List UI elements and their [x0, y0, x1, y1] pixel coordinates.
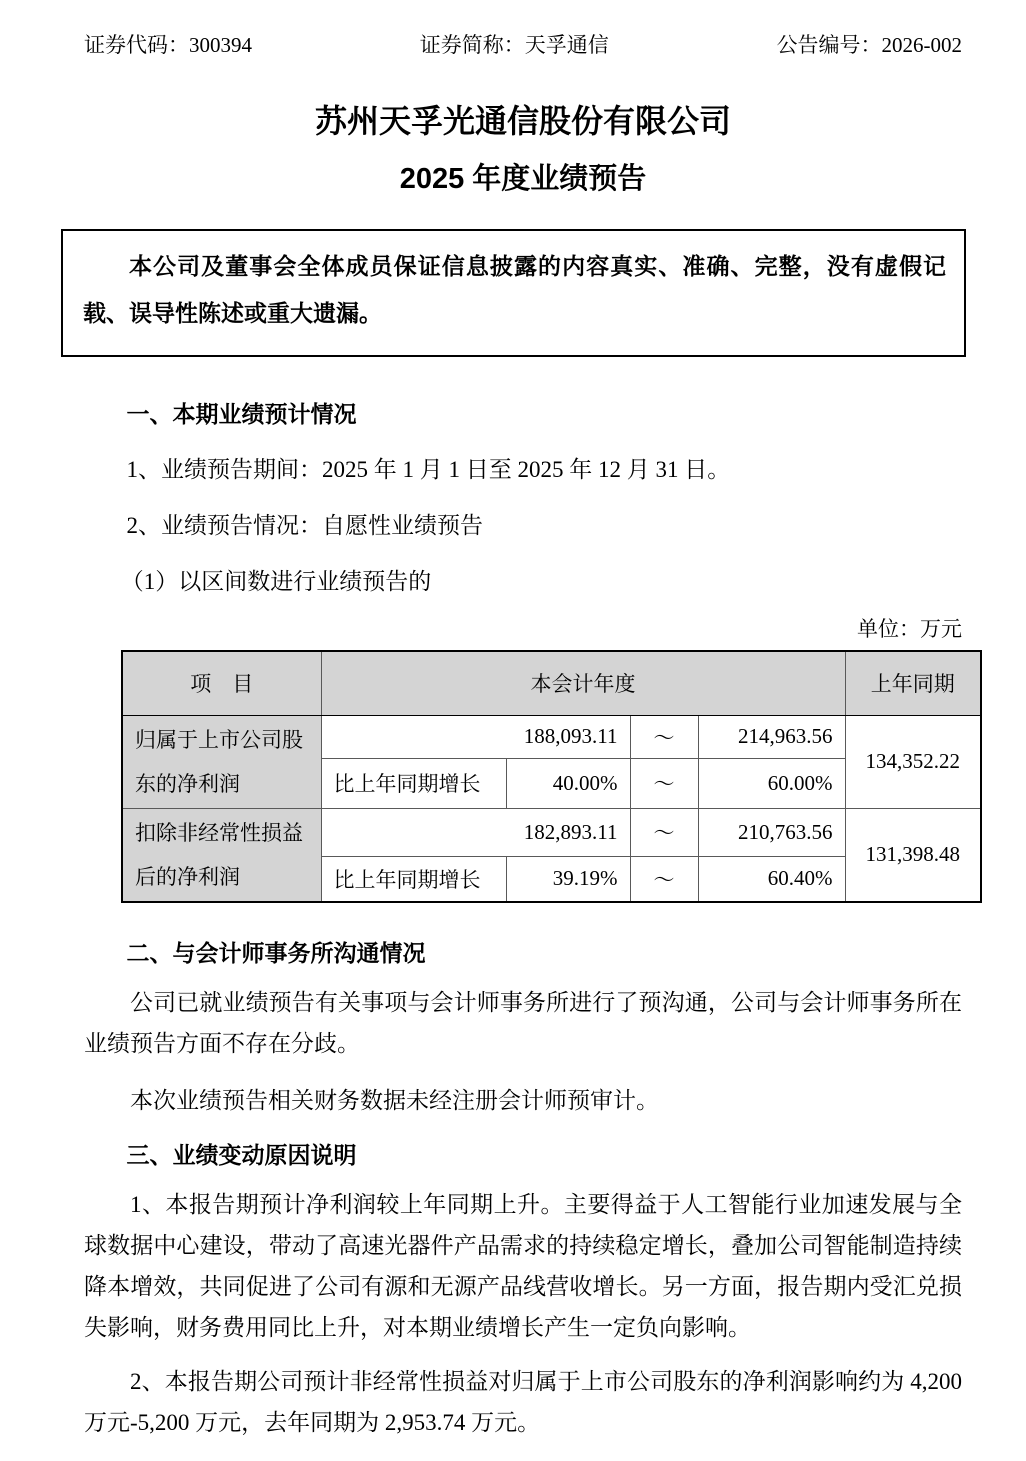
- tilde-separator: ～: [630, 715, 698, 759]
- disclosure-notice-box: [61, 229, 966, 357]
- forecast-period-item: 1、业绩预告期间：2025 年 1 月 1 日至 2025 年 12 月 31 日。: [126, 457, 731, 482]
- net-profit-low: 188,093.11: [321, 715, 630, 759]
- net-profit-growth-high: 60.00%: [698, 759, 845, 808]
- performance-forecast-table: [121, 650, 982, 903]
- deducted-profit-growth-label: 比上年同期增长: [321, 856, 506, 901]
- table-header-row: [122, 651, 981, 715]
- section3-heading: 三、业绩变动原因说明: [126, 1141, 357, 1168]
- section2-heading: 二、与会计师事务所沟通情况: [126, 939, 426, 966]
- deducted-profit-item-label: 扣除非经常性损益后的净利润: [122, 808, 321, 902]
- deducted-profit-prior: 131,398.48: [845, 808, 981, 902]
- stock-code: 证券代码：300394: [84, 33, 252, 57]
- company-title: 苏州天孚光通信股份有限公司: [314, 103, 731, 139]
- announcement-number: 公告编号：2026-002: [776, 33, 962, 57]
- auditor-communication-para: 公司已就业绩预告有关事项与会计师事务所进行了预沟通，公司与会计师事务所在业绩预告方面不存在分歧。: [84, 989, 962, 1056]
- deducted-profit-high: 210,763.56: [698, 808, 845, 856]
- header-current-year-col: 本会计年度: [321, 651, 845, 715]
- net-profit-item-label: 归属于上市公司股东的净利润: [122, 715, 321, 808]
- deducted-profit-low: 182,893.11: [321, 808, 630, 856]
- tilde-separator: ～: [630, 808, 698, 856]
- net-profit-growth-label: 比上年同期增长: [321, 759, 506, 808]
- non-recurring-gains-para: 2、本报告期公司预计非经常性损益对归属于上市公司股东的净利润影响约为 4,200 万元-5,200 万元，去年同期为 2,953.74 万元。: [84, 1368, 962, 1435]
- tilde-separator: ～: [630, 856, 698, 901]
- range-forecast-item: （1）以区间数进行业绩预告的: [120, 569, 432, 594]
- section1-heading: 一、本期业绩预计情况: [126, 401, 357, 427]
- unit-note: 单位：万元: [857, 617, 962, 641]
- tilde-separator: ～: [630, 759, 698, 808]
- header-item-col: 项 目: [122, 651, 321, 715]
- net-profit-high: 214,963.56: [698, 715, 845, 759]
- deducted-profit-growth-low: 39.19%: [506, 856, 630, 901]
- net-profit-value-row: [122, 715, 981, 759]
- net-profit-prior: 134,352.22: [845, 715, 981, 808]
- disclosure-notice-text: 本公司及董事会全体成员保证信息披露的内容真实、准确、完整，没有虚假记载、误导性陈述或重大遗漏。: [83, 253, 946, 326]
- deducted-profit-growth-high: 60.40%: [698, 856, 845, 901]
- deducted-profit-value-row: [122, 808, 981, 856]
- doc-meta-line: [84, 33, 962, 57]
- performance-change-reason-para: 1、本报告期预计净利润较上年同期上升。主要得益于人工智能行业加速发展与全球数据中心建设，带动了高速光器件产品需求的持续稳定增长，叠加公司智能制造持续降本增效，共同促进了公司有源和无源产品线营收增长。另一方面，报告期内受汇兑损失影响，财务费用同比上升，对本期业绩增长产生一定负向影响。: [84, 1191, 962, 1340]
- header-prior-year-col: 上年同期: [845, 651, 981, 715]
- net-profit-growth-low: 40.00%: [506, 759, 630, 808]
- forecast-type-item: 2、业绩预告情况：自愿性业绩预告: [126, 513, 484, 538]
- report-subtitle: 2025 年度业绩预告: [399, 163, 647, 195]
- stock-short-name: 证券简称：天孚通信: [419, 33, 609, 57]
- unaudited-data-para: 本次业绩预告相关财务数据未经注册会计师预审计。: [130, 1087, 659, 1113]
